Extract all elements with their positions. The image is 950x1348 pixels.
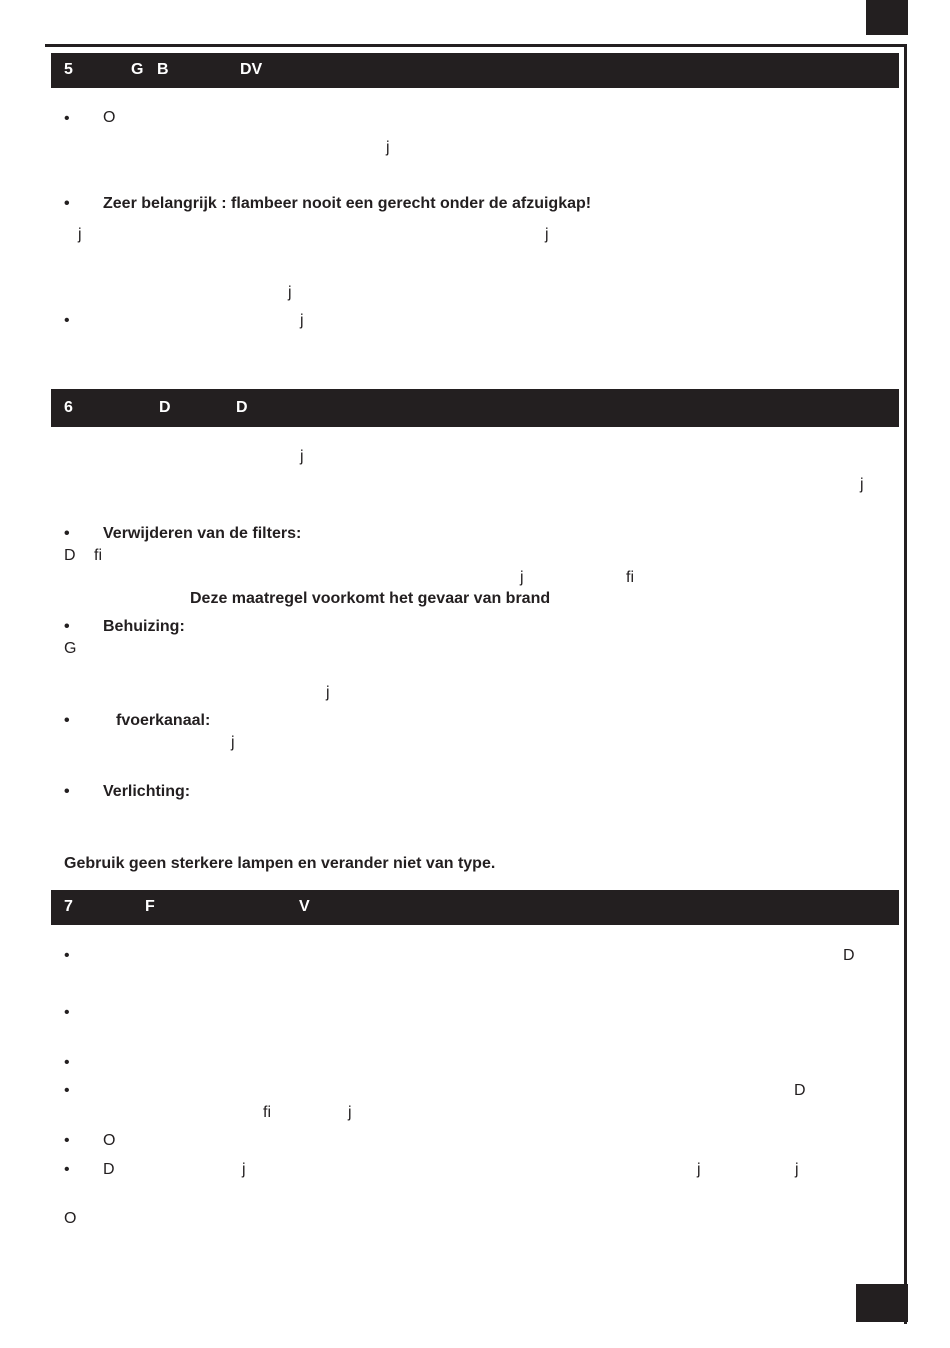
- text-fragment: j: [386, 139, 390, 156]
- page-corner-tab-bottom: [856, 1284, 908, 1322]
- bullet: •: [64, 1082, 70, 1099]
- bullet: •: [64, 195, 70, 212]
- bullet: •: [64, 1161, 70, 1178]
- text-fragment: D: [103, 1161, 115, 1178]
- text-fragment: j: [288, 284, 292, 301]
- text-fragment: D: [64, 547, 76, 564]
- text-fragment: j: [78, 226, 82, 243]
- text-fragment: j: [326, 684, 330, 701]
- bullet: •: [64, 618, 70, 635]
- filters-heading: Verwijderen van de filters:: [103, 525, 302, 542]
- section-5-heading-word: DV: [240, 61, 263, 78]
- bullet: •: [64, 1054, 70, 1071]
- text-fragment: O: [103, 109, 116, 126]
- text-fragment: fi: [263, 1104, 271, 1121]
- section-7-heading-word: V: [299, 898, 310, 915]
- text-fragment: j: [860, 476, 864, 493]
- bullet: •: [64, 312, 70, 329]
- lighting-heading: Verlichting:: [103, 783, 191, 800]
- text-fragment: O: [103, 1132, 116, 1149]
- section-7-number: 7: [64, 898, 73, 915]
- bullet: •: [64, 525, 70, 542]
- top-rule: [45, 44, 907, 47]
- bullet: •: [64, 712, 70, 729]
- bullet: •: [64, 1004, 70, 1021]
- housing-heading: Behuizing:: [103, 618, 185, 635]
- section-7-heading-word: F: [145, 898, 155, 915]
- text-fragment: fi: [94, 547, 102, 564]
- text-fragment: j: [697, 1161, 701, 1178]
- section-6-header: [51, 389, 899, 427]
- text-fragment: j: [300, 312, 304, 329]
- section-5-heading-word: B: [157, 61, 169, 78]
- text-fragment: G: [64, 640, 77, 657]
- section-5-number: 5: [64, 61, 73, 78]
- text-fragment: fi: [626, 569, 634, 586]
- section-6-number: 6: [64, 399, 73, 416]
- right-rule: [904, 44, 907, 1324]
- text-fragment: D: [794, 1082, 806, 1099]
- flambe-warning: Zeer belangrijk : flambeer nooit een gerecht onder de afzuigkap!: [103, 195, 592, 212]
- section-5-heading-word: G: [131, 61, 144, 78]
- bullet: •: [64, 783, 70, 800]
- text-fragment: O: [64, 1210, 77, 1227]
- text-fragment: j: [520, 569, 524, 586]
- bullet: •: [64, 947, 70, 964]
- section-6-heading-word: D: [159, 399, 171, 416]
- section-5-header: [51, 53, 899, 88]
- section-6-heading-word: D: [236, 399, 248, 416]
- text-fragment: j: [795, 1161, 799, 1178]
- section-7-header: [51, 890, 899, 925]
- text-fragment: j: [231, 734, 235, 751]
- bullet: •: [64, 1132, 70, 1149]
- text-fragment: j: [300, 448, 304, 465]
- text-fragment: D: [843, 947, 855, 964]
- exhaust-duct-heading: fvoerkanaal:: [116, 712, 211, 729]
- fire-hazard-note: Deze maatregel voorkomt het gevaar van brand: [190, 590, 551, 607]
- page-corner-tab-top: [866, 0, 908, 35]
- lamp-warning: Gebruik geen sterkere lampen en verander niet van type.: [64, 855, 496, 872]
- bullet: •: [64, 110, 70, 127]
- text-fragment: j: [242, 1161, 246, 1178]
- text-fragment: j: [545, 226, 549, 243]
- text-fragment: j: [348, 1104, 352, 1121]
